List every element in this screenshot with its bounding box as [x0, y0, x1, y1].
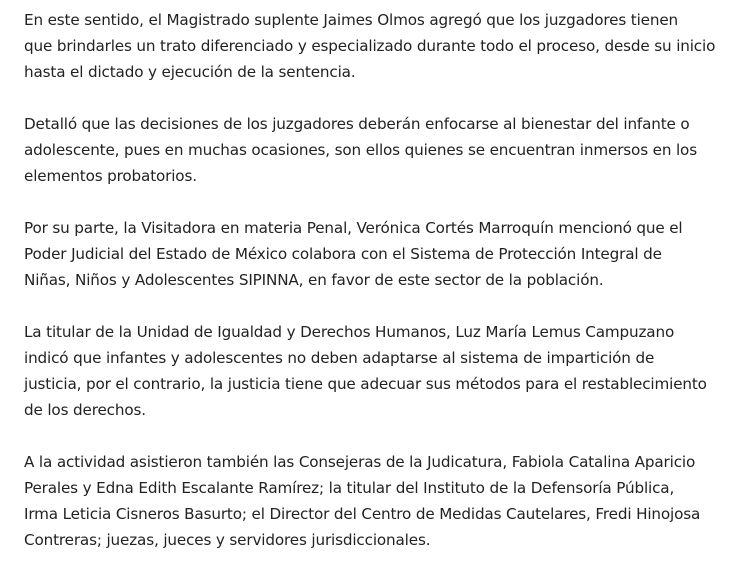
text-line: Niñas, Niños y Adolescentes SIPINNA, en favor de este sector de la población. — [24, 271, 604, 289]
text-line: Por su parte, la Visitadora en materia Penal, Verónica Cortés Marroquín mencionó que el — [24, 219, 683, 237]
text-line: Perales y Edna Edith Escalante Ramírez; la titular del Instituto de la Defensoría Pública, — [24, 479, 675, 497]
paragraph — [24, 111, 729, 189]
text-line: La titular de la Unidad de Igualdad y Derechos Humanos, Luz María Lemus Campuzano — [24, 323, 675, 341]
paragraph — [24, 319, 729, 423]
paragraph — [24, 7, 729, 85]
text-line: Contreras; juezas, jueces y servidores jurisdiccionales. — [24, 531, 431, 549]
text-line: indicó que infantes y adolescentes no deben adaptarse al sistema de impartición de — [24, 349, 655, 367]
paragraph — [24, 449, 729, 553]
text-line: Detalló que las decisiones de los juzgadores deberán enfocarse al bienestar del infante o — [24, 115, 690, 133]
text-line: que brindarles un trato diferenciado y especializado durante todo el proceso, desde su inicio — [24, 37, 716, 55]
text-line: Irma Leticia Cisneros Basurto; el Director del Centro de Medidas Cautelares, Fredi Hinojosa — [24, 505, 701, 523]
text-line: adolescente, pues en muchas ocasiones, son ellos quienes se encuentran inmersos en los — [24, 141, 697, 159]
text-line: hasta el dictado y ejecución de la sentencia. — [24, 63, 356, 81]
text-line: A la actividad asistieron también las Consejeras de la Judicatura, Fabiola Catalina Aparicio — [24, 453, 696, 471]
text-line: elementos probatorios. — [24, 167, 197, 185]
text-line: En este sentido, el Magistrado suplente Jaimes Olmos agregó que los juzgadores tienen — [24, 11, 679, 29]
text-line: justicia, por el contrario, la justicia tiene que adecuar sus métodos para el restablecimiento — [24, 375, 707, 393]
text-line: de los derechos. — [24, 401, 146, 419]
paragraph — [24, 215, 729, 293]
article-body — [24, 7, 729, 579]
text-line: Poder Judicial del Estado de México colabora con el Sistema de Protección Integral de — [24, 245, 662, 263]
